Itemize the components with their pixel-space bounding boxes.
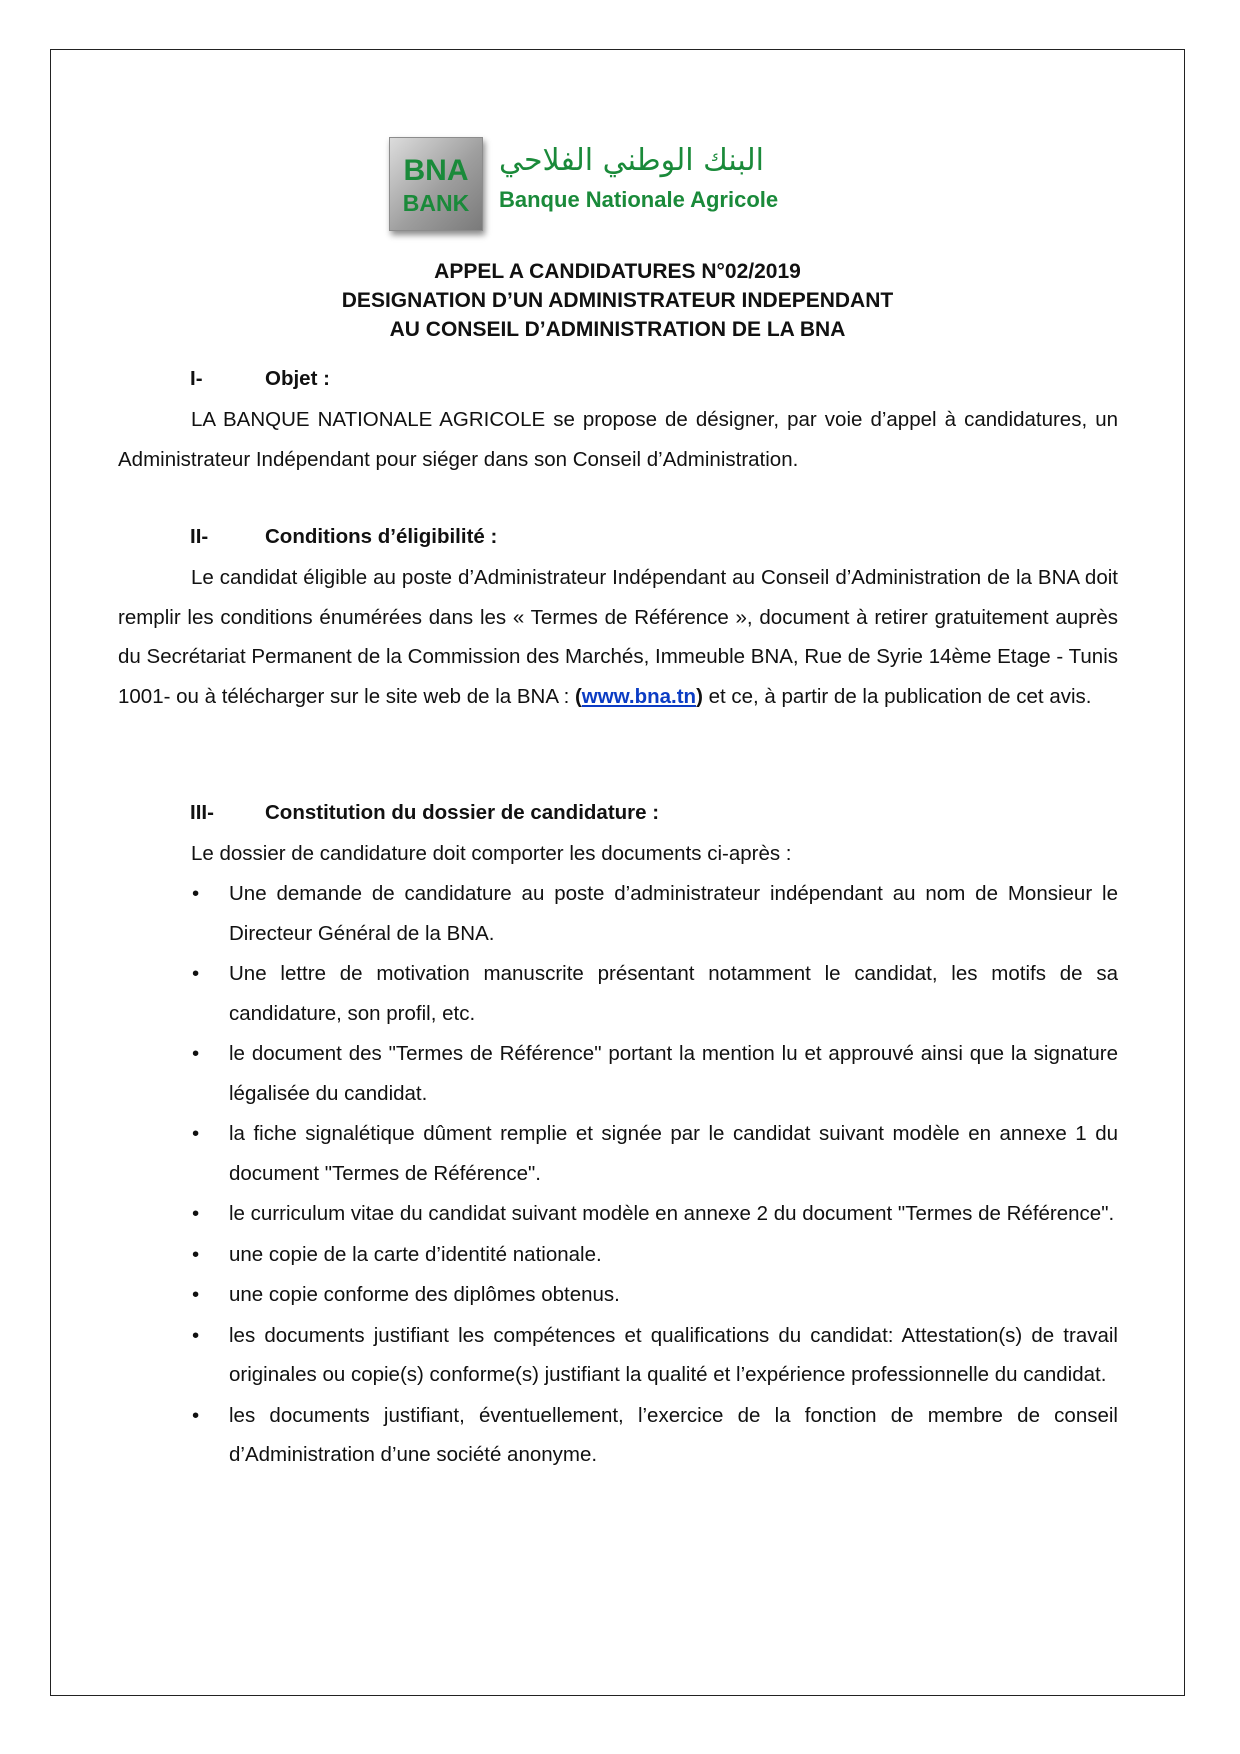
logo-arabic-name: البنك الوطني الفلاحي — [499, 143, 764, 178]
list-item-text: Une lettre de motivation manuscrite présentant notamment le candidat, les motifs de sa candidature, son profil, etc. — [229, 962, 1118, 1025]
list-item — [118, 954, 1118, 1033]
list-item — [118, 1396, 1118, 1475]
bullet-icon: • — [192, 1242, 200, 1266]
list-item — [118, 1034, 1118, 1113]
document-title — [50, 257, 1185, 344]
logo-badge-line2: BANK — [402, 190, 470, 216]
link-open-paren: ( — [574, 684, 582, 708]
logo-badge-line1: BNA — [403, 154, 469, 187]
section-2-number: II- — [190, 525, 209, 548]
list-item — [118, 1316, 1118, 1395]
list-item-text: le curriculum vitae du candidat suivant modèle en annexe 2 du document "Termes de Référence". — [229, 1202, 1115, 1225]
section-2-text-end: et ce, à partir de la publication de cet avis. — [702, 684, 1092, 708]
list-item-text: une copie de la carte d’identité nationale. — [229, 1242, 602, 1266]
section-3-label: Constitution du dossier de candidature : — [265, 801, 660, 824]
bullet-icon: • — [192, 882, 200, 905]
bullet-icon: • — [192, 1202, 200, 1225]
list-item — [118, 1114, 1118, 1193]
section-1-number: I- — [190, 367, 203, 390]
section-3-intro: Le dossier de candidature doit comporter les documents ci-après : — [191, 842, 792, 865]
list-item-text: la fiche signalétique dûment remplie et signée par le candidat suivant modèle en annexe 1 du document "Termes de Référence". — [229, 1122, 1118, 1185]
list-item — [118, 874, 1118, 953]
section-1-paragraph: LA BANQUE NATIONALE AGRICOLE se propose de désigner, par voie d’appel à candidatures, un Administrateur Indépendant pour siéger dans son Conseil d’Administration. — [118, 408, 1118, 471]
logo-french-name: Banque Nationale Agricole — [499, 187, 779, 212]
list-item — [118, 1194, 1118, 1234]
list-item-text: les documents justifiant les compétences et qualifications du candidat: Attestation(s) de travail originales ou copie(s) conforme(s) justifiant la qualité et l’expérience professionnelle du candidat. — [229, 1323, 1118, 1386]
section-2-text: Le candidat éligible au poste d’Administrateur Indépendant au Conseil d’Administration de la BNA doit remplir les conditions énumérées dans les « Termes de Référence », document à retirer gratuitement auprès du Secrétariat Permanent de la Commission des Marchés, Immeuble BNA, Rue de Syrie 14ème Etage - Tunis 1001- ou à télécharger sur le site web de la BNA : — [118, 566, 1118, 708]
bullet-icon: • — [192, 962, 200, 985]
list-item-text: une copie conforme des diplômes obtenus. — [229, 1283, 620, 1306]
bullet-icon: • — [192, 1042, 200, 1065]
title-line-2: DESIGNATION D’UN ADMINISTRATEUR INDEPENDANT — [341, 289, 894, 312]
list-item-text: les documents justifiant, éventuellement, l’exercice de la fonction de membre de conseil d’Administration d’une société anonyme. — [229, 1403, 1118, 1466]
section-1-label: Objet : — [265, 367, 330, 390]
list-item — [118, 1235, 1118, 1275]
link-close-paren: ) — [696, 684, 703, 708]
list-item-text: Une demande de candidature au poste d’administrateur indépendant au nom de Monsieur le Directeur Général de la BNA. — [229, 882, 1118, 945]
bullet-icon: • — [192, 1403, 200, 1427]
list-item — [118, 1275, 1118, 1315]
section-3-number: III- — [190, 801, 214, 824]
title-line-3: AU CONSEIL D’ADMINISTRATION DE LA BNA — [389, 318, 846, 341]
list-item-text: le document des "Termes de Référence" portant la mention lu et approuvé ainsi que la signature légalisée du candidat. — [229, 1042, 1118, 1105]
title-line-1: APPEL A CANDIDATURES N°02/2019 — [434, 260, 801, 283]
bna-website-link[interactable]: www.bna.tn — [581, 684, 697, 708]
section-2-label: Conditions d’éligibilité : — [265, 525, 498, 548]
bna-logo — [389, 137, 829, 233]
bullet-icon: • — [192, 1323, 200, 1347]
section-2-paragraph — [118, 558, 1118, 716]
required-documents-list — [118, 874, 1118, 1476]
bna-logo-badge — [389, 137, 483, 231]
bullet-icon: • — [192, 1122, 200, 1145]
bullet-icon: • — [192, 1283, 200, 1306]
